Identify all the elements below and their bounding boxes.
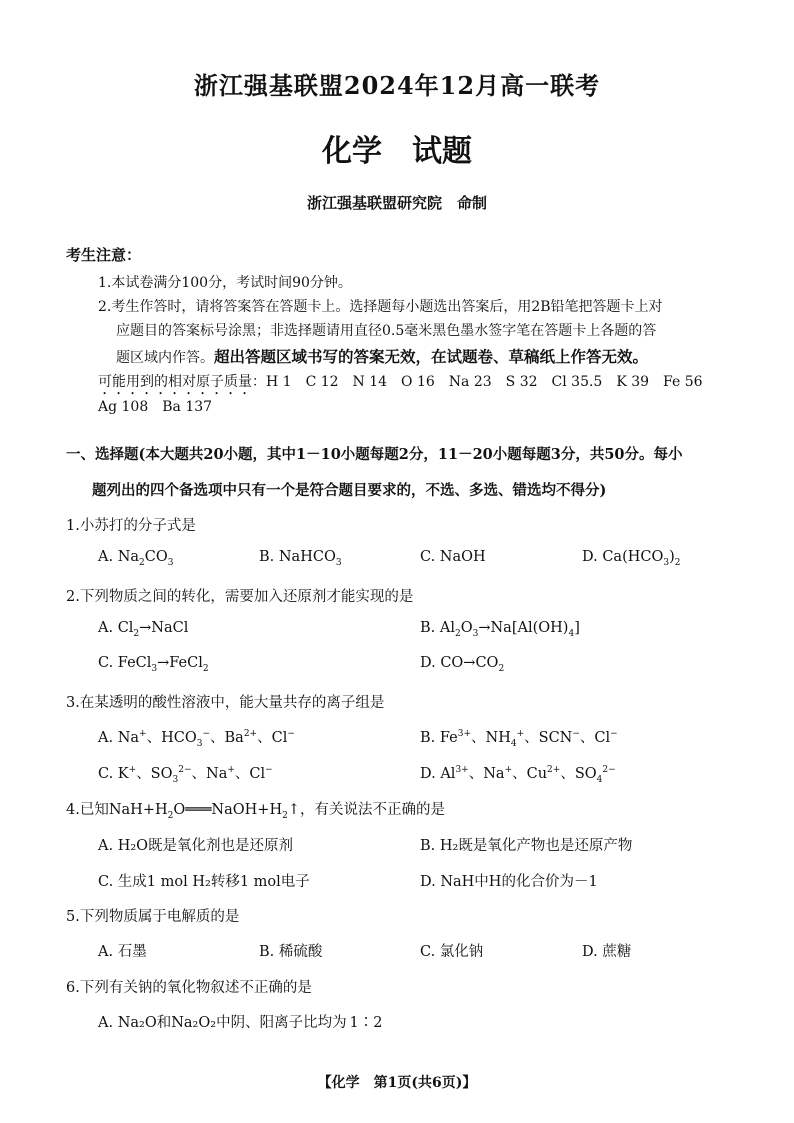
q2-option-b: B. $Al_2O_3\to Na[Al(OH)_4]$ (420, 620, 580, 639)
question-2: 2.下列物质之间的转化，需要加入还原剂才能实现的是 (66, 589, 414, 605)
atomic-mass-label: 可能用到的相对原子质量： (98, 374, 266, 390)
notice-item-2-line-3a: 题区域内作答。 (116, 350, 214, 366)
q5-option-a: A. 石墨 (98, 944, 147, 960)
q1-option-d: D. $Ca(HCO_3)_2$ (582, 549, 681, 568)
q5-option-d: D. 蔗糖 (582, 944, 632, 960)
q1-option-c: C. NaOH (420, 549, 486, 565)
notice-item-2-line-2: 应题目的答案标号涂黑；非选择题请用直径0.5毫米黑色墨水签字笔在答题卡上各题的答 (116, 323, 657, 339)
q4-option-c: C. 生成1 mol H₂转移1 mol电子 (98, 874, 310, 890)
atomic-mass-line-2: Ag 108 Ba 137 (98, 399, 213, 415)
q4-prefix: 4.已知 (66, 802, 109, 818)
page-footer: 【化学 第1页(共6页)】 (317, 1075, 477, 1091)
q2-option-c: C. FeCl$_3$→FeCl$_2$ (98, 655, 209, 674)
q4-option-d: D. NaH中H的化合价为－1 (420, 874, 598, 890)
notice-item-1: 1.本试卷满分100分，考试时间90分钟。 (98, 275, 352, 291)
q3-option-b: B. $Fe^{3+}$、$NH_4^+$、SCN−、Cl− (420, 729, 618, 749)
q4-suffix: ，有关说法不正确的是 (300, 802, 445, 818)
question-4: 4.已知$NaH+H_2O═══NaOH+H_2↑$，有关说法不正确的是 (66, 802, 445, 821)
q5-option-c: C. 氯化钠 (420, 944, 484, 960)
atomic-mass-line-1 (98, 371, 703, 398)
q6-option-a-ratio: 1∶2 (349, 1015, 383, 1031)
subject-title: 化学 试题 (322, 134, 472, 169)
question-1: 1.小苏打的分子式是 (66, 518, 196, 534)
q4-option-b: B. H₂既是氧化产物也是还原产物 (420, 838, 633, 854)
atomic-mass-values-1: H 1 C 12 N 14 O 16 Na 23 S 32 Cl 35.5 K 39 Fe 56 (266, 374, 703, 390)
notice-warning: 超出答题区域书写的答案无效，在试题卷、草稿纸上作答无效。 (214, 347, 649, 366)
q2-option-a: A. $Cl_2\to NaCl$ (98, 620, 189, 639)
q3-option-c: C. K+、$SO_3^{2-}$、Na+、Cl− (98, 765, 273, 785)
q6-option-a-text: A. Na₂O和Na₂O₂中阴、阳离子比均为 (98, 1015, 347, 1031)
section-1-instructions-line-1: 一、选择题(本大题共20小题，其中1－10小题每题2分，11－20小题每题3分，共50分。每小 (66, 446, 683, 463)
question-5: 5.下列物质属于电解质的是 (66, 909, 240, 925)
q5-option-b: B. 稀硫酸 (259, 944, 323, 960)
q4-option-a: A. H₂O既是氧化剂也是还原剂 (98, 838, 294, 854)
notice-heading: 考生注意： (66, 246, 142, 264)
section-1-instructions-line-2: 题列出的四个备选项中只有一个是符合题目要求的，不选、多选、错选均不得分) (92, 482, 607, 499)
question-6: 6.下列有关钠的氧化物叙述不正确的是 (66, 980, 312, 996)
q3-option-a: A. Na+、$HCO_3^-$、$Ba^{2+}$、Cl− (98, 729, 295, 749)
notice-item-2-line-3 (116, 345, 648, 367)
q3-option-d: D. $Al^{3+}$、Na+、$Cu^{2+}$、$SO_4^{2-}$ (420, 765, 616, 785)
author-line: 浙江强基联盟研究院 命制 (306, 194, 487, 212)
q1-option-a: A. $Na_2CO_3$ (98, 549, 174, 568)
q6-option-a (98, 1011, 382, 1032)
q1-option-b: B. NaHCO$_3$ (259, 549, 342, 568)
notice-item-2-line-1: 2.考生作答时，请将答案答在答题卡上。选择题每小题选出答案后，用2B铅笔把答题卡上对 (98, 299, 663, 315)
question-3: 3.在某透明的酸性溶液中，能大量共存的离子组是 (66, 695, 385, 711)
exam-title: 浙江强基联盟2024年12月高一联考 (193, 71, 601, 100)
q2-option-d: D. $CO\to CO_2$ (420, 655, 505, 674)
